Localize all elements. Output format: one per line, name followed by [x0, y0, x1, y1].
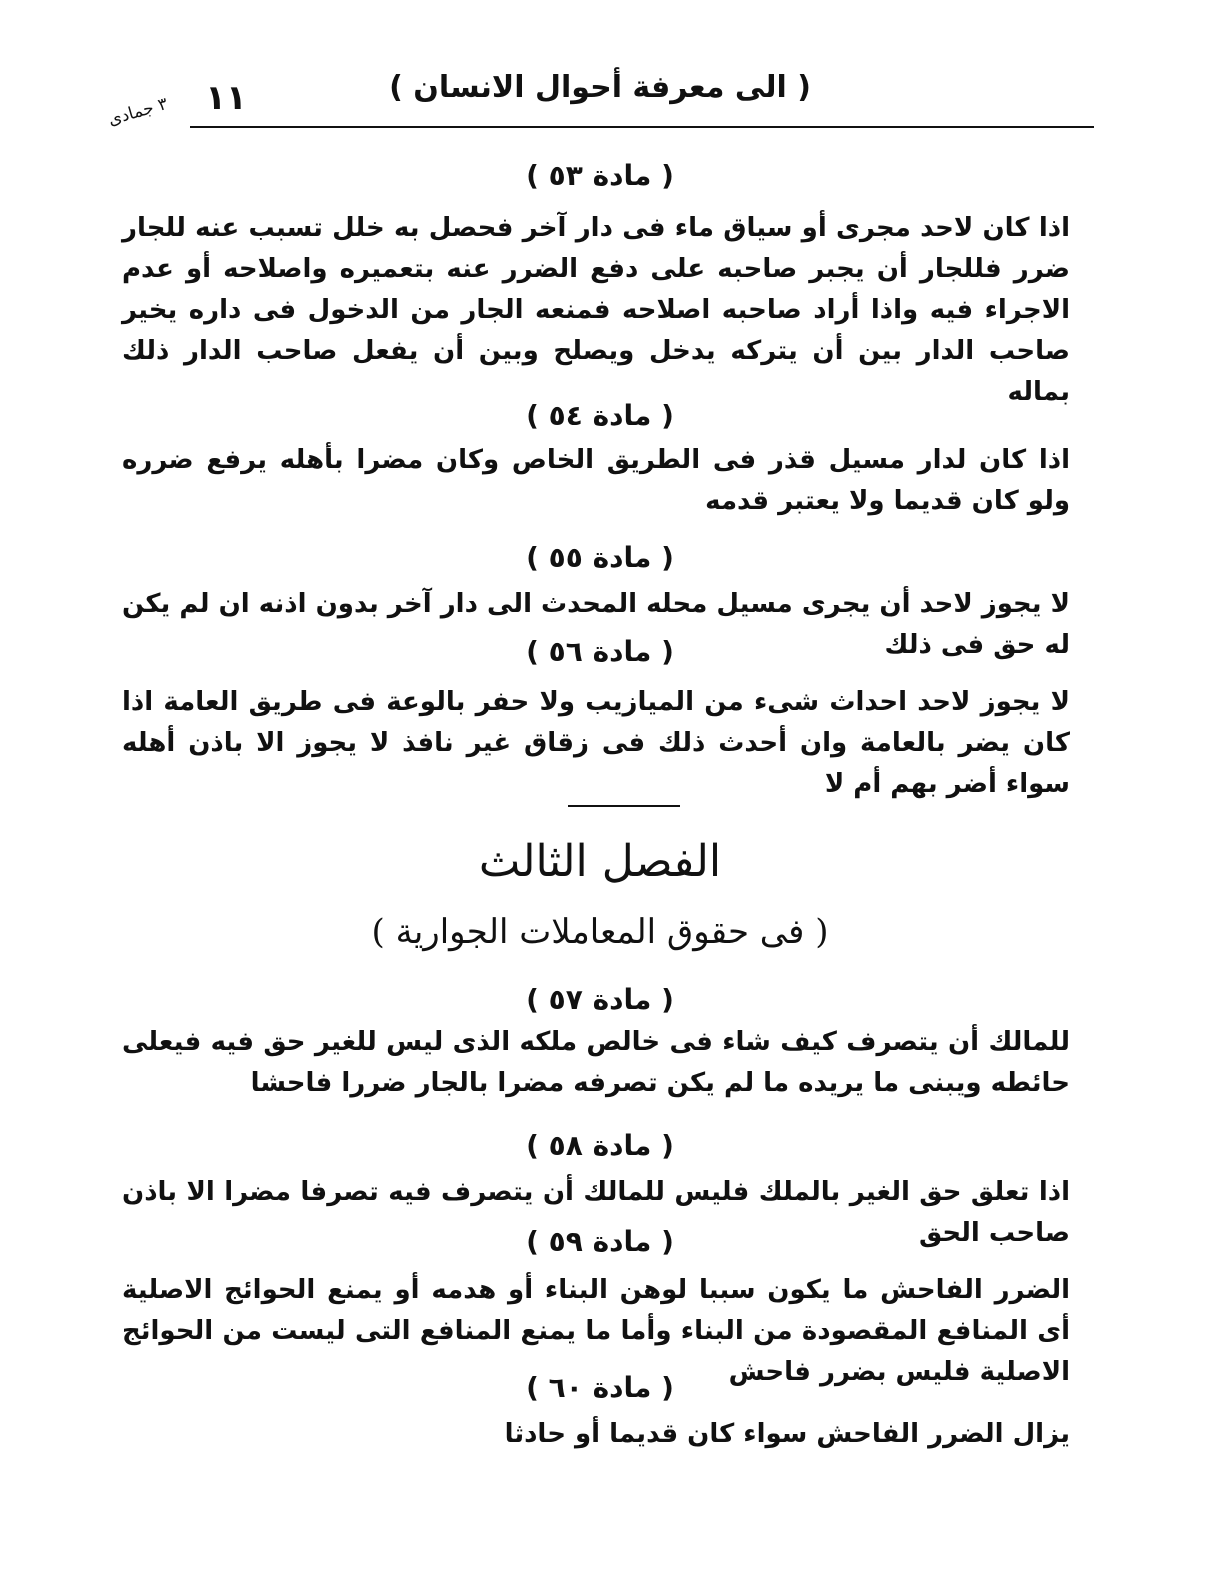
running-header: ( الى معرفة أحوال الانسان )	[389, 70, 811, 105]
article-heading: ( مادة ٥٩ )	[526, 1225, 674, 1258]
page-number: ١١	[205, 78, 247, 118]
chapter-title: الفصل الثالث	[478, 836, 722, 887]
article-text: اذا كان لدار مسيل قذر فى الطريق الخاص وكان مضرا بأهله يرفع ضرره ولو كان قديما ولا يعتبر قدمه	[122, 445, 1070, 516]
chapter-subtitle: ( فى حقوق المعاملات الجوارية )	[371, 912, 829, 952]
section-divider	[568, 805, 680, 807]
article-heading: ( مادة ٥٧ )	[526, 983, 674, 1016]
article-text: لا يجوز لاحد احداث شىء من الميازيب ولا حفر بالوعة فى طريق العامة اذا كان يضر بالعامة وان أحدث ذلك فى زقاق غير نافذ لا يجوز الا باذن أهله سواء أضر بهم أم لا	[122, 687, 1070, 799]
article-heading: ( مادة ٥٣ )	[526, 159, 674, 192]
article-text: اذا تعلق حق الغير بالملك فليس للمالك أن يتصرف فيه تصرفا مضرا الا باذن صاحب الحق	[122, 1177, 1070, 1248]
article-text: يزال الضرر الفاحش سواء كان قديما أو حادثا	[504, 1419, 1070, 1449]
article-heading: ( مادة ٥٤ )	[526, 399, 674, 432]
article-text: اذا كان لاحد مجرى أو سياق ماء فى دار آخر فحصل به خلل تسبب عنه للجار ضرر فللجار أن يجبر صاحبه على دفع الضرر عنه بتعميره واصلاحه أو عدم الاجراء فيه واذا أراد صاحبه اصلاحه فمنعه الجار من الدخول فى داره يخير صاحب الدار بين أن يتركه يدخل ويصلح وبين أن يفعل صاحب الدار ذلك بماله	[122, 213, 1070, 407]
article-text: للمالك أن يتصرف كيف شاء فى خالص ملكه الذى ليس للغير حق فيه فيعلى حائطه ويبنى ما يريده ما لم يكن تصرفه مضرا بالجار ضررا فاحشا	[122, 1027, 1070, 1098]
article-text: الضرر الفاحش ما يكون سببا لوهن البناء أو هدمه أو يمنع الحوائج الاصلية أى المنافع المقصودة من البناء وأما ما يمنع المنافع التى ليست من الحوائج الاصلية فليس بضرر فاحش	[122, 1275, 1070, 1387]
article-heading: ( مادة ٥٥ )	[526, 541, 674, 574]
article-text: لا يجوز لاحد أن يجرى مسيل محله المحدث الى دار آخر بدون اذنه ان لم يكن له حق فى ذلك	[122, 589, 1070, 660]
article-heading: ( مادة ٦٠ )	[526, 1371, 674, 1404]
article-heading: ( مادة ٥٦ )	[526, 635, 674, 668]
article-heading: ( مادة ٥٨ )	[526, 1129, 674, 1162]
handwritten-stamp: ٣ جمادى	[105, 93, 171, 131]
